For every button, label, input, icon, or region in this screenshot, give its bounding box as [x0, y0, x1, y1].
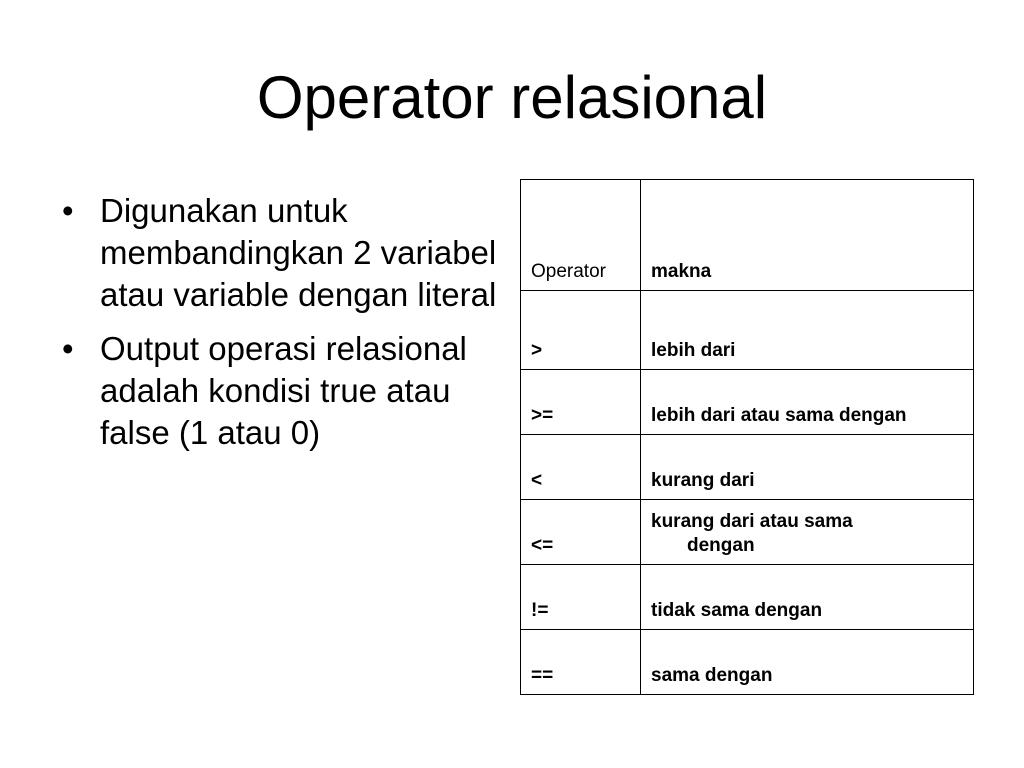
header-operator: Operator	[521, 180, 641, 291]
meaning-cell: kurang dari	[641, 435, 974, 500]
table-row	[521, 291, 974, 370]
bullet-icon: •	[62, 330, 74, 367]
operator-cell: >	[521, 291, 641, 370]
header-makna: makna	[641, 180, 974, 291]
bullet-list	[60, 190, 500, 466]
table-row	[521, 370, 974, 435]
table-row	[521, 500, 974, 565]
meaning-cell: lebih dari atau sama dengan	[641, 370, 974, 435]
operator-table	[520, 179, 974, 695]
operator-cell: <=	[521, 500, 641, 565]
table-header-row	[521, 180, 974, 291]
bullet-text: Output operasi relasional adalah kondisi true atau false (1 atau 0)	[100, 330, 467, 451]
meaning-cell: sama dengan	[641, 630, 974, 695]
table-row	[521, 565, 974, 630]
table-row	[521, 630, 974, 695]
meaning-line-1: kurang dari atau sama	[651, 511, 853, 532]
meaning-cell: tidak sama dengan	[641, 565, 974, 630]
meaning-cell	[641, 500, 974, 565]
operator-cell: !=	[521, 565, 641, 630]
bullet-text: Digunakan untuk membandingkan 2 variabel atau variable dengan literal	[100, 192, 497, 313]
meaning-cell: lebih dari	[641, 291, 974, 370]
table-row	[521, 435, 974, 500]
operator-cell: ==	[521, 630, 641, 695]
operator-cell: <	[521, 435, 641, 500]
meaning-line-2: dengan	[687, 535, 755, 556]
slide-title: Operator relasional	[256, 64, 768, 131]
bullet-item	[60, 328, 500, 454]
bullet-item	[60, 190, 500, 316]
operator-cell: >=	[521, 370, 641, 435]
bullet-icon: •	[62, 192, 74, 229]
